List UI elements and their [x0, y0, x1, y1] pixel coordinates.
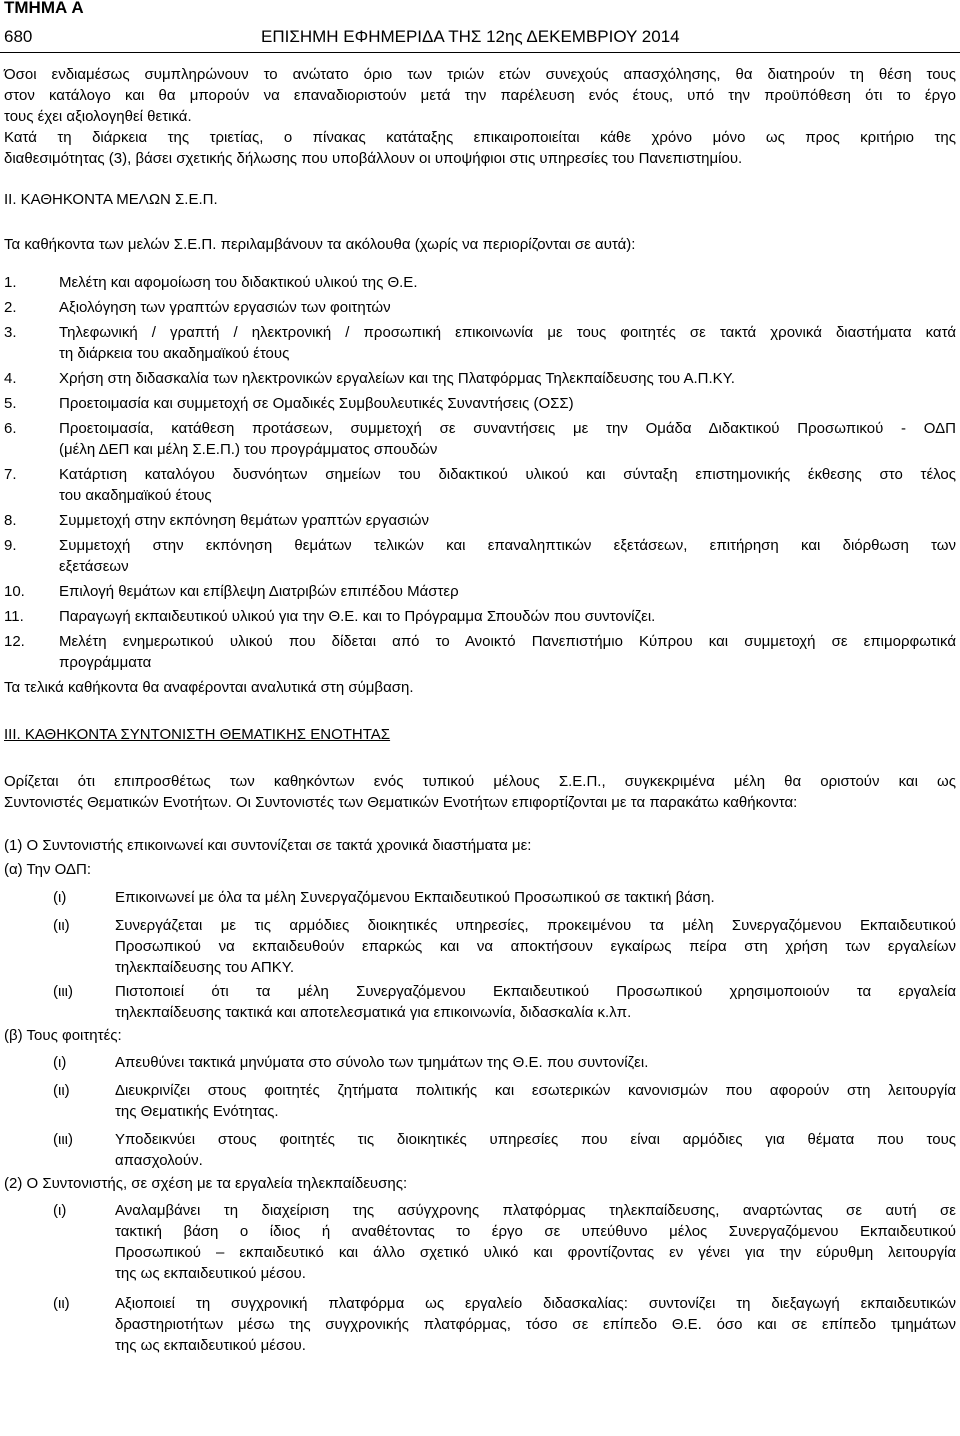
item-number: (ιι) — [53, 1082, 70, 1099]
item-number: 2. — [4, 299, 17, 316]
list-item — [4, 322, 956, 364]
item-number: (ι) — [53, 889, 67, 906]
item-text: δραστηριοτήτων μέσω της συγχρονικής πλατφόρμας, τόσο σε επίπεδο Θ.Ε. όσο και σε επίπεδο τμημάτων — [115, 1316, 956, 1333]
item-text: Απευθύνει τακτικά μηνύματα στο σύνολο των τμημάτων της Θ.Ε. που συντονίζει. — [115, 1054, 649, 1071]
gazette-title: ΕΠΙΣΗΜΗ ΕΦΗΜΕΡΙΔΑ ΤΗΣ 12ης ΔΕΚΕΜΒΡΙΟΥ 2014 — [261, 27, 680, 46]
text-line: Ορίζεται ότι επιπροσθέτως των καθηκόντων ενός τυπικού μέλους Σ.Ε.Π., συγκεκριμένα μέλη θα οριστούν και ως — [4, 773, 956, 790]
item-text: Προετοιμασία και συμμετοχή σε Ομαδικές Συμβουλευτικές Συναντήσεις (ΟΣΣ) — [59, 395, 574, 412]
item-number: 12. — [4, 633, 25, 650]
part-1-b-label: (β) Τους φοιτητές: — [4, 1027, 122, 1044]
item-text: Χρήση στη διδασκαλία των ηλεκτρονικών εργαλείων και της Πλατφόρμας Τηλεκπαίδευσης του Α.Π.ΚΥ. — [59, 370, 735, 387]
item-text: Επικοινωνεί με όλα τα μέλη Συνεργαζόμενου Εκπαιδευτικού Προσωπικού σε τακτική βάση. — [115, 889, 715, 906]
item-number: 11. — [4, 608, 24, 625]
item-text: της ως εκπαιδευτικού μέσου. — [115, 1337, 306, 1354]
item-number: (ι) — [53, 1054, 67, 1071]
section-label: ΤΜΗΜΑ Α — [4, 0, 84, 17]
item-number: 7. — [4, 466, 17, 483]
document-body — [4, 64, 956, 1356]
section-2-closing: Τα τελικά καθήκοντα θα αναφέρονται αναλυτικά στη σύμβαση. — [4, 679, 414, 696]
item-number: (ιιι) — [53, 1131, 73, 1148]
item-text: Συμμετοχή στην εκπόνηση θεμάτων γραπτών εργασιών — [59, 512, 429, 529]
section-3-heading: ΙΙΙ. ΚΑΘΗΚΟΝΤΑ ΣΥΝΤΟΝΙΣΤΗ ΘΕΜΑΤΙΚΗΣ ΕΝΟΤΗΤΑΣ — [4, 726, 391, 743]
text-line: Συντονιστές Θεματικών Ενοτήτων. Οι Συντονιστές των Θεματικών Ενοτήτων επιφορτίζονται με τα παρακάτω καθήκοντα: — [4, 794, 798, 811]
item-number: 3. — [4, 324, 17, 341]
list-item — [4, 1200, 956, 1284]
item-number: (ι) — [53, 1202, 67, 1219]
item-text: Συμμετοχή στην εκπόνηση θεμάτων τελικών και επαναληπτικών εξετάσεων, επιτήρηση και διόρθωση των — [59, 537, 956, 554]
list-item — [4, 510, 956, 531]
list-item — [4, 1293, 956, 1356]
header-rule — [0, 52, 960, 53]
text-line: διαθεσιμότητας (3), βάσει σχετικής δήλωσης που υποβάλλουν οι υποψήφιοι στις υπηρεσίες του Πανεπιστημίου. — [4, 150, 743, 167]
item-number: 8. — [4, 512, 17, 529]
part-1-b-list — [4, 1052, 956, 1171]
item-number: 10. — [4, 583, 25, 600]
item-text: Πιστοποιεί ότι τα μέλη Συνεργαζόμενου Εκπαιδευτικού Προσωπικού χρησιμοποιούν τα εργαλεία — [115, 983, 956, 1000]
item-text: Αξιοποιεί τη συγχρονική πλατφόρμα ως εργαλείο διδασκαλίας: συντονίζει τη διεξαγωγή εκπαιδευτικών — [115, 1295, 956, 1312]
item-text: Επιλογή θεμάτων και επίβλεψη Διατριβών επιπέδου Μάστερ — [59, 583, 459, 600]
intro-paragraph-1 — [4, 64, 956, 127]
section-3-intro — [4, 771, 956, 813]
item-number: 5. — [4, 395, 17, 412]
list-item — [4, 915, 956, 978]
item-text: του ακαδημαϊκού έτους — [59, 487, 212, 504]
item-number: 6. — [4, 420, 17, 437]
list-item — [4, 606, 956, 627]
item-text: Αξιολόγηση των γραπτών εργασιών των φοιτητών — [59, 299, 391, 316]
item-number: 9. — [4, 537, 17, 554]
text-line: τους έχει αξιολογηθεί θετικά. — [4, 108, 192, 125]
item-text: Προσωπικού να εκπαιδευθούν επαρκώς και να αποκτήσουν εγκαίρως πείρα στη χρήση των εργαλείων — [115, 938, 956, 955]
item-number: 4. — [4, 370, 17, 387]
item-text: τηλεκπαίδευσης του ΑΠΚΥ. — [115, 959, 295, 976]
item-text: Υποδεικνύει στους φοιτητές τις διοικητικές υπηρεσίες που είναι αρμόδιες για θέματα που τους — [115, 1131, 956, 1148]
list-item — [4, 272, 956, 293]
list-item — [4, 464, 956, 506]
item-text: τακτική βάση ο ίδιος ή αναθέτοντας το έργο σε υπεύθυνο μέλος Συνεργαζόμενου Εκπαιδευτικού — [115, 1223, 956, 1240]
part-1-a-list — [4, 887, 956, 1023]
item-text: τη διάρκεια του ακαδημαϊκού έτους — [59, 345, 290, 362]
list-item — [4, 368, 956, 389]
item-text: της ως εκπαιδευτικού μέσου. — [115, 1265, 306, 1282]
item-text: Προετοιμασία, κατάθεση προτάσεων, συμμετοχή σε συναντήσεις με την Ομάδα Διδακτικού Προσωπικού - ΟΔΠ — [59, 420, 956, 437]
item-text: της Θεματικής Ενότητας. — [115, 1103, 279, 1120]
item-number: 1. — [4, 274, 17, 291]
section-2-lead: Τα καθήκοντα των μελών Σ.Ε.Π. περιλαμβάνουν τα ακόλουθα (χωρίς να περιορίζονται σε αυτά): — [4, 236, 636, 253]
part-2-lead: (2) Ο Συντονιστής, σε σχέση με τα εργαλεία τηλεκπαίδευσης: — [4, 1175, 408, 1192]
item-text: Κατάρτιση καταλόγου δυσνόητων σημείων του διδακτικού υλικού και σύνταξη επιστημονικής έκθεσης στο τέλος — [59, 466, 956, 483]
item-text: τηλεκπαίδευσης τακτικά και αποτελεσματικά για επικοινωνία, διδασκαλία κ.λπ. — [115, 1004, 632, 1021]
part-1-lead: (1) Ο Συντονιστής επικοινωνεί και συντονίζεται σε τακτά χρονικά διαστήματα με: — [4, 837, 532, 854]
section-2-heading: ΙΙ. ΚΑΘΗΚΟΝΤΑ ΜΕΛΩΝ Σ.Ε.Π. — [4, 191, 218, 208]
list-item — [4, 535, 956, 577]
list-item — [4, 418, 956, 460]
item-number: (ιι) — [53, 917, 70, 934]
text-line: Κατά τη διάρκεια της τριετίας, ο πίνακας κατάταξης επικαιροποιείται κάθε χρόνο μόνο ως προς κριτήριο της — [4, 129, 956, 146]
list-item — [4, 1052, 956, 1073]
list-item — [4, 393, 956, 414]
item-text: Προσωπικού – εκπαιδευτικό και άλλο σχετικό υλικό και φροντίζοντας εν γένει για την εύρυθμη λειτουργία — [115, 1244, 956, 1261]
part-2-list — [4, 1200, 956, 1356]
page-number: 680 — [4, 27, 33, 46]
list-item — [4, 297, 956, 318]
item-text: προγράμματα — [59, 654, 152, 671]
list-item — [4, 631, 956, 673]
text-line: στον κατάλογο και θα μπορούν να επαναδιοριστούν μετά την παρέλευση ενός έτους, υπό την προϋπόθεση ότι το έργο — [4, 87, 956, 104]
item-text: Συνεργάζεται με τις αρμόδιες διοικητικές υπηρεσίες, προκειμένου τα μέλη Συνεργαζόμενου Εκπαιδευτικού — [115, 917, 956, 934]
item-text: Μελέτη και αφομοίωση του διδακτικού υλικού της Θ.Ε. — [59, 274, 418, 291]
item-number: (ιι) — [53, 1295, 70, 1312]
list-item — [4, 981, 956, 1023]
item-text: Παραγωγή εκπαιδευτικού υλικού για την Θ.Ε. και το Πρόγραμμα Σπουδών που συντονίζει. — [59, 608, 656, 625]
list-item — [4, 887, 956, 908]
item-text: εξετάσεων — [59, 558, 129, 575]
list-item — [4, 1080, 956, 1122]
item-text: απασχολούν. — [115, 1152, 203, 1169]
part-1-a-label: (α) Την ΟΔΠ: — [4, 861, 92, 878]
item-text: Διευκρινίζει στους φοιτητές ζητήματα πολιτικής και εσωτερικών κανονισμών που αφορούν στη λειτουργία — [115, 1082, 956, 1099]
item-text: Τηλεφωνική / γραπτή / ηλεκτρονική / προσωπική επικοινωνία με τους φοιτητές σε τακτά χρονικά διαστήματα κατά — [59, 324, 956, 341]
duties-list — [4, 272, 956, 673]
item-text: Μελέτη ενημερωτικού υλικού που δίδεται από το Ανοικτό Πανεπιστήμιο Κύπρου και συμμετοχή σε επιμορφωτικά — [59, 633, 956, 650]
item-text: Αναλαμβάνει τη διαχείριση της ασύγχρονης πλατφόρμας τηλεκπαίδευσης, αναρτώντας σε αυτή σε — [115, 1202, 956, 1219]
intro-paragraph-2 — [4, 127, 956, 169]
list-item — [4, 581, 956, 602]
item-number: (ιιι) — [53, 983, 73, 1000]
text-line: Όσοι ενδιαμέσως συμπληρώνουν το ανώτατο όριο των τριών ετών συνεχούς απασχόλησης, θα διατηρούν τη θέση τους — [4, 66, 956, 83]
item-text: (μέλη ΔΕΠ και μέλη Σ.Ε.Π.) του προγράμματος σπουδών — [59, 441, 438, 458]
list-item — [4, 1129, 956, 1171]
